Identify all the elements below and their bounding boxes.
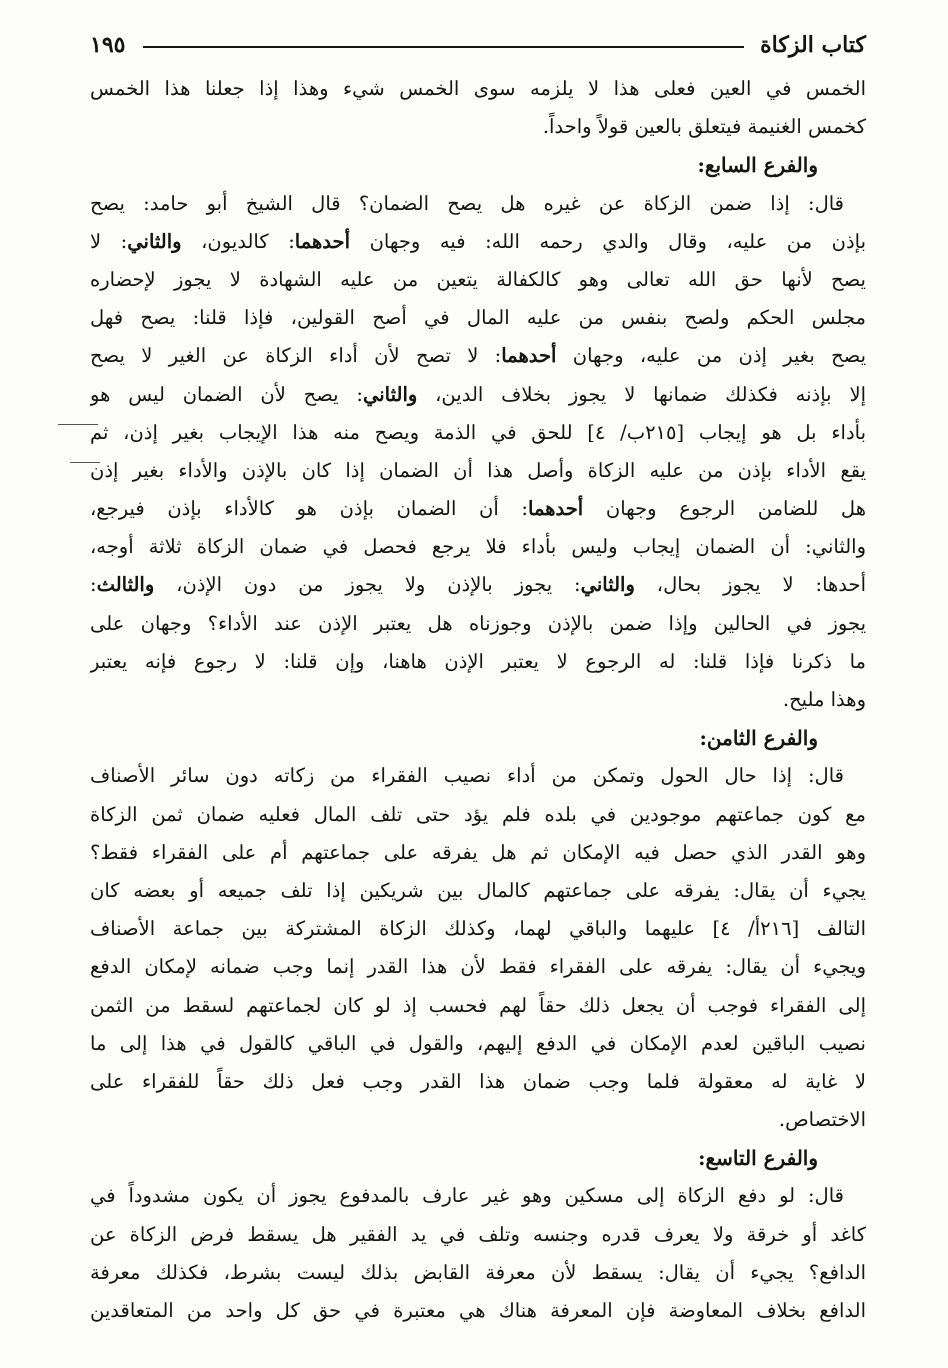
text-line: كاغد أو خرقة ولا يعرف قدره وجنسه وتلف في يد الفقير هل يسقط فرض الزكاة عن (90, 1222, 866, 1246)
text-run: : لا (90, 229, 128, 253)
bold-term: والثالث (96, 573, 155, 597)
text-run: : كالديون، (181, 229, 295, 253)
text-run: يصح بغير إذن من عليه، وجهان (556, 344, 866, 368)
text-run: هل للضامن الرجوع وجهان (583, 497, 866, 521)
header-rule (143, 46, 744, 48)
section-heading: والفرع السابع: (697, 153, 818, 178)
bold-term: أحدهما (501, 344, 557, 368)
text-line: يجيء أن يقال: يفرقه على جماعتهم كالمال بين شريكين إذا تلف جميعه أو بعضه كان (90, 878, 866, 902)
text-line: مع كون جماعتهم موجودين في بلده فلم يؤد حتى تلف المال فعليه ضمان ثمن الزكاة (90, 802, 866, 826)
text-line: الاختصاص. (778, 1108, 866, 1132)
text-line: قال: إذا ضمن الزكاة عن غيره هل يصح الضمان؟ قال الشيخ أبو حامد: يصح (90, 191, 844, 215)
chapter-title: كتاب الزكاة (760, 32, 866, 58)
text-line: وهو القدر الذي حصل فيه الإمكان ثم هل يفرقه على جماعتهم أم على الفقراء فقط؟ (90, 840, 866, 864)
bold-term: والثاني (127, 229, 182, 253)
text-run: : لا تصح لأن أداء الزكاة عن الغير لا يصح (90, 344, 502, 368)
text-run: بإذن من عليه، وقال والدي رحمه الله: فيه وجهان (350, 229, 866, 253)
text-line: قال: إذا حال الحول وتمكن من أداء نصيب الفقراء من زكاته دون سائر الأصناف (90, 764, 844, 788)
text-line (90, 223, 866, 261)
text-line: مجلس الحكم ولصح بنفس من عليه المال في أصح القولين، فإذا قلنا: يصح فهل (90, 306, 866, 330)
text-line: التالف [٢١٦أ/ ٤] عليهما والباقي لهما، وكذلك الزكاة المشتركة بين جماعة الأصناف (90, 917, 866, 941)
text-line: وهذا مليح. (782, 688, 866, 711)
text-line (90, 490, 866, 528)
text-line (90, 566, 866, 604)
text-run: : يصح لأن الضمان ليس هو (90, 382, 363, 406)
text-line: الدافع بخلاف المعاوضة فإن المعرفة هناك هي معتبرة في حق كل واحد من المتعاقدين (90, 1299, 866, 1322)
text-line: يصح لأنها حق الله تعالى وهو كالكفالة يتعين من عليه الشهادة لا يجوز لإحضاره (90, 267, 866, 291)
text-line: والثاني: أن الضمان إيجاب وليس بأداء فلا يرجع فحصل في ضمان الزكاة ثلاثة أوجه، (90, 535, 866, 559)
margin-mark (70, 462, 100, 463)
running-header (90, 28, 866, 62)
text-line (90, 337, 866, 375)
text-line: قال: لو دفع الزكاة إلى مسكين وهو غير عارف بالمدفوع يجوز أن يكون مشدوداً في (90, 1184, 844, 1208)
bold-term: والثاني (580, 573, 635, 597)
section-heading: والفرع الثامن: (699, 726, 818, 751)
text-run: : يجوز بالإذن ولا يجوز من دون الإذن، (154, 573, 581, 597)
text-line: الدافع؟ يجيء أن يقال: يسقط لأن معرفة القابض بذلك ليست بشرط، فكذلك معرفة (90, 1260, 866, 1284)
text-line: الخمس في العين فعلى هذا لا يلزمه سوى الخمس شيء وهذا إذا جعلنا هذا الخمس (90, 77, 866, 100)
text-line: يجوز في الحالين وإذا ضمن بالإذن وجوزناه هل يعتبر الإذن عند الأداء؟ وجهان على (90, 611, 866, 635)
text-line: كخمس الغنيمة فيتعلق بالعين قولاً واحداً. (542, 115, 866, 139)
body-text (90, 70, 866, 1330)
bold-term: أحدهما (294, 229, 350, 253)
bold-term: والثاني (363, 382, 418, 406)
text-run: أحدها: لا يجوز بحال، (634, 573, 866, 597)
text-line: بأداء بل هو إيجاب [٢١٥ب/ ٤] للحق في الذمة ويصح منه هذا الإيجاب بغير إذن، ثم (90, 420, 866, 444)
text-run: : (90, 573, 97, 597)
text-line: إلى الفقراء فوجب أن يجعل ذلك حقاً لهم فحسب إذ لو كان لجماعتهم لسقط من الثمن (90, 993, 866, 1017)
text-run: : أن الضمان بإذن هو كالأداء بإذن فيرجع، (90, 497, 529, 521)
text-line: لا غاية له معقولة فلما وجب ضمان هذا القدر وجب فعل ذلك حقاً للفقراء على (90, 1069, 866, 1093)
text-line: ويجيء أن يقال: يفرقه على الفقراء فقط لأن هذا القدر إنما وجب ضمانه لإمكان الدفع (90, 955, 866, 979)
margin-mark (58, 424, 98, 425)
text-line: يقع الأداء بإذن من عليه الزكاة وأصل هذا أن الضمان إذا كان بالإذن والأداء بغير إذن (90, 458, 866, 482)
text-line: ما ذكرنا فإذا قلنا: له الرجوع لا يعتبر الإذن هاهنا، وإن قلنا: لا رجوع فإنه يعتبر (90, 649, 866, 673)
text-line (90, 376, 866, 414)
text-run: إلا بإذنه فكذلك ضمانها لا يجوز بخلاف الدين، (417, 382, 866, 406)
text-line: نصيب الباقين لعدم الإمكان في الدفع إليهم، والقول في الباقي كالقول في هذا إلى ما (90, 1031, 866, 1055)
bold-term: أحدهما (528, 497, 584, 521)
section-heading: والفرع التاسع: (698, 1146, 818, 1171)
page-number: ١٩٥ (90, 32, 126, 58)
